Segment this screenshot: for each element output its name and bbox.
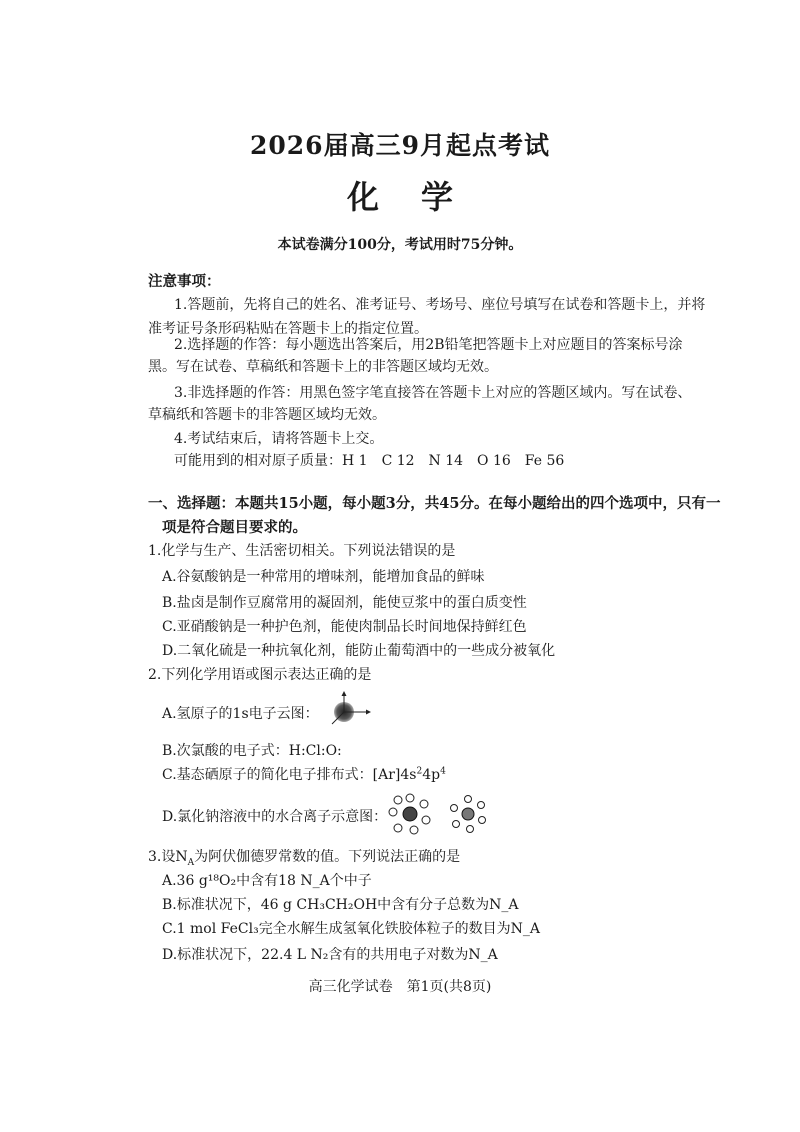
q1-option-a: A.谷氨酸钠是一种常用的增味剂，能增加食品的鲜味	[162, 569, 485, 585]
q2-option-c-sup-2: 4	[440, 766, 446, 777]
atomic-masses: 可能用到的相对原子质量：H 1 C 12 N 14 O 16 Fe 56	[174, 453, 565, 469]
q2-stem: 2.下列化学用语或图示表达正确的是	[148, 667, 372, 683]
q3-stem	[148, 846, 460, 868]
q1-option-c: C.亚硝酸钠是一种护色剂，能使肉制品长时间地保持鲜红色	[162, 619, 527, 635]
q2-option-c-sup-1: 2	[416, 766, 423, 777]
z-axis-arrow	[342, 691, 347, 696]
score-info: 本试卷满分100分，考试用时75分钟。	[277, 237, 523, 253]
electron-cloud-diagram	[320, 690, 376, 732]
subject-title: 化学	[346, 178, 495, 216]
q3-option-d: D.标准状况下，22.4 L N₂含有的共用电子对数为N_A	[162, 947, 498, 963]
q2-option-b: B.次氯酸的电子式：H:Cl:O:	[162, 743, 342, 759]
q3-stem-post: 为阿伏伽德罗常数的值。下列说法正确的是	[194, 849, 461, 865]
q2-option-c-mid: 4p	[422, 767, 441, 783]
notes-heading: 注意事项：	[148, 273, 221, 290]
q2-option-a	[162, 703, 319, 723]
hydrated-ions-diagram	[378, 790, 498, 838]
note-3-line-2: 草稿纸和答题卡的非答题区域均无效。	[148, 407, 386, 423]
q1-option-b: B.盐卤是制作豆腐常用的凝固剂，能使豆浆中的蛋白质变性	[162, 595, 527, 611]
q3-option-a: A.36 g¹⁸O₂中含有18 N_A个中子	[162, 873, 372, 889]
q1-stem: 1.化学与生产、生活密切相关。下列说法错误的是	[148, 543, 456, 559]
section-1-line-2: 项是符合题目要求的。	[162, 519, 307, 536]
note-1-line-1: 1.答题前，先将自己的姓名、准考证号、考场号、座位号填写在试卷和答题卡上，并将	[174, 297, 706, 313]
note-1-line-2: 准考证号条形码粘贴在答题卡上的指定位置。	[148, 321, 428, 337]
note-3-line-1: 3.非选择题的作答：用黑色签字笔直接答在答题卡上对应的答题区域内。写在试卷、	[174, 385, 692, 401]
cation-center	[403, 807, 417, 821]
note-2-line-2: 黑。写在试卷、草稿纸和答题卡上的非答题区域均无效。	[148, 359, 498, 375]
page-footer: 高三化学试卷 第1页(共8页)	[308, 979, 492, 995]
q2-option-d: D.氯化钠溶液中的水合离子示意图：	[162, 809, 388, 825]
q3-option-c: C.1 mol FeCl₃完全水解生成氢氧化铁胶体粒子的数目为N_A	[162, 921, 541, 937]
q3-stem-sub: A	[187, 857, 195, 868]
q1-option-d: D.二氧化硫是一种抗氧化剂，能防止葡萄酒中的一些成分被氧化	[162, 643, 556, 659]
q3-option-b: B.标准状况下，46 g CH₃CH₂OH中含有分子总数为N_A	[162, 897, 519, 913]
anion-center	[462, 808, 474, 820]
q2-option-c-text: C.基态硒原子的简化电子排布式：[Ar]4s	[162, 767, 417, 783]
section-1-line-1: 一、选择题：本题共15小题，每小题3分，共45分。在每小题给出的四个选项中，只有一	[148, 495, 721, 512]
q3-stem-pre: 3.设N	[148, 849, 188, 865]
note-4: 4.考试结束后，请将答题卡上交。	[174, 431, 384, 447]
x-axis-arrow	[366, 710, 371, 715]
note-2-line-1: 2.选择题的作答：每小题选出答案后，用2B铅笔把答题卡上对应题目的答案标号涂	[174, 337, 683, 353]
q2-option-a-text: A.氢原子的1s电子云图：	[162, 706, 319, 722]
q2-option-c	[162, 764, 446, 784]
exam-title: 2026届高三9月起点考试	[250, 131, 550, 160]
